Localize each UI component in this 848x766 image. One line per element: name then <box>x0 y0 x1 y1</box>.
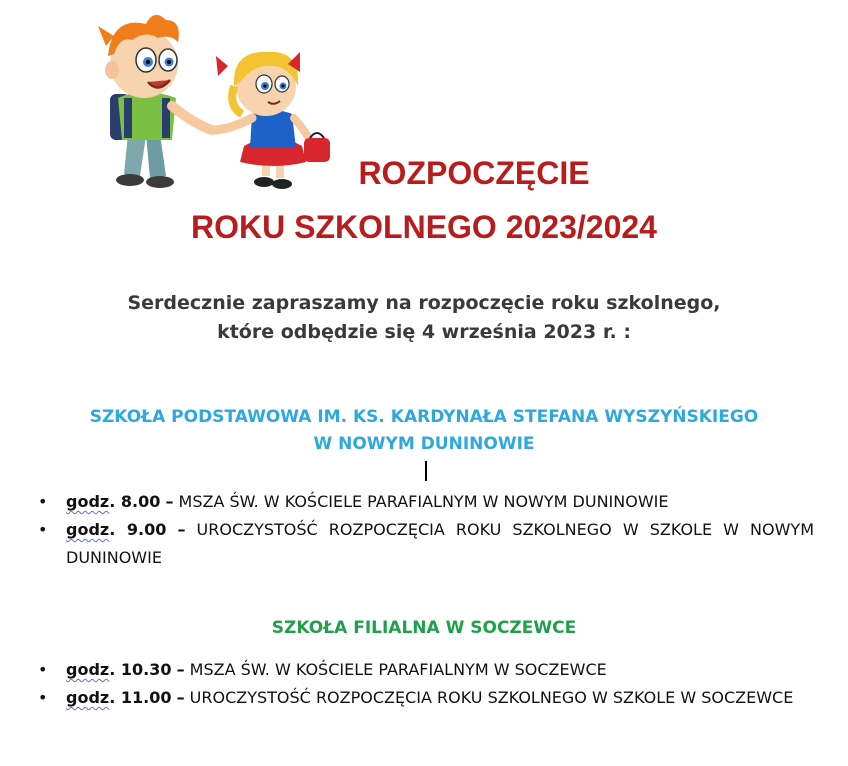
list-item <box>36 516 814 572</box>
dash: – <box>176 688 185 707</box>
event-text: UROCZYSTOŚĆ ROZPOCZĘCIA ROKU SZKOLNEGO W SZKOLE W SOCZEWCE <box>189 688 794 707</box>
godz-label: godz <box>66 688 110 707</box>
time-value: . 9.00 <box>109 520 167 539</box>
godz-label: godz <box>66 660 110 679</box>
dash: – <box>165 492 174 511</box>
intro-text <box>0 289 848 347</box>
time-value: . 10.30 <box>109 660 172 679</box>
intro-line-1: Serdecznie zapraszamy na rozpoczęcie roku szkolnego, <box>127 292 721 314</box>
bullet-icon: • <box>38 520 48 539</box>
event-time <box>66 492 160 511</box>
time-value: . 8.00 <box>109 492 161 511</box>
title-line-1: ROZPOCZĘCIE <box>358 155 590 191</box>
godz-label: godz <box>66 492 110 511</box>
dash: – <box>176 660 185 679</box>
bullet-icon: • <box>38 492 48 511</box>
school-2-event-list <box>36 656 814 712</box>
event-text: UROCZYSTOŚĆ ROZPOCZĘCIA ROKU SZKOLNEGO W SZKOLE W NOWYM DUNINOWIE <box>66 520 815 567</box>
school-2-heading <box>0 615 848 642</box>
bullet-icon: • <box>38 688 48 707</box>
list-item <box>36 656 814 684</box>
school-1-heading <box>0 404 848 458</box>
text-cursor <box>425 461 427 481</box>
intro-line-2: które odbędzie się 4 września 2023 r. : <box>217 321 631 343</box>
title-line-2: ROKU SZKOLNEGO 2023/2024 <box>191 209 657 245</box>
event-time <box>66 688 171 707</box>
event-text: MSZA ŚW. W KOŚCIELE PARAFIALNYM W SOCZEWCE <box>189 660 607 679</box>
dash: – <box>177 520 186 539</box>
event-time <box>66 660 171 679</box>
list-item <box>36 488 814 516</box>
school-1-heading-line-2: W NOWYM DUNINOWIE <box>313 434 535 454</box>
school-2-heading-line-1: SZKOŁA FILIALNA W SOCZEWCE <box>271 618 577 638</box>
godz-label: godz <box>66 520 110 539</box>
school-1-heading-line-1: SZKOŁA PODSTAWOWA IM. KS. KARDYNAŁA STEFANA WYSZYŃSKIEGO <box>89 407 759 427</box>
bullet-icon: • <box>38 660 48 679</box>
list-item <box>36 684 814 712</box>
school-1-event-list <box>36 488 814 572</box>
event-time <box>66 520 166 539</box>
event-text: MSZA ŚW. W KOŚCIELE PARAFIALNYM W NOWYM DUNINOWIE <box>178 492 669 511</box>
time-value: . 11.00 <box>109 688 172 707</box>
